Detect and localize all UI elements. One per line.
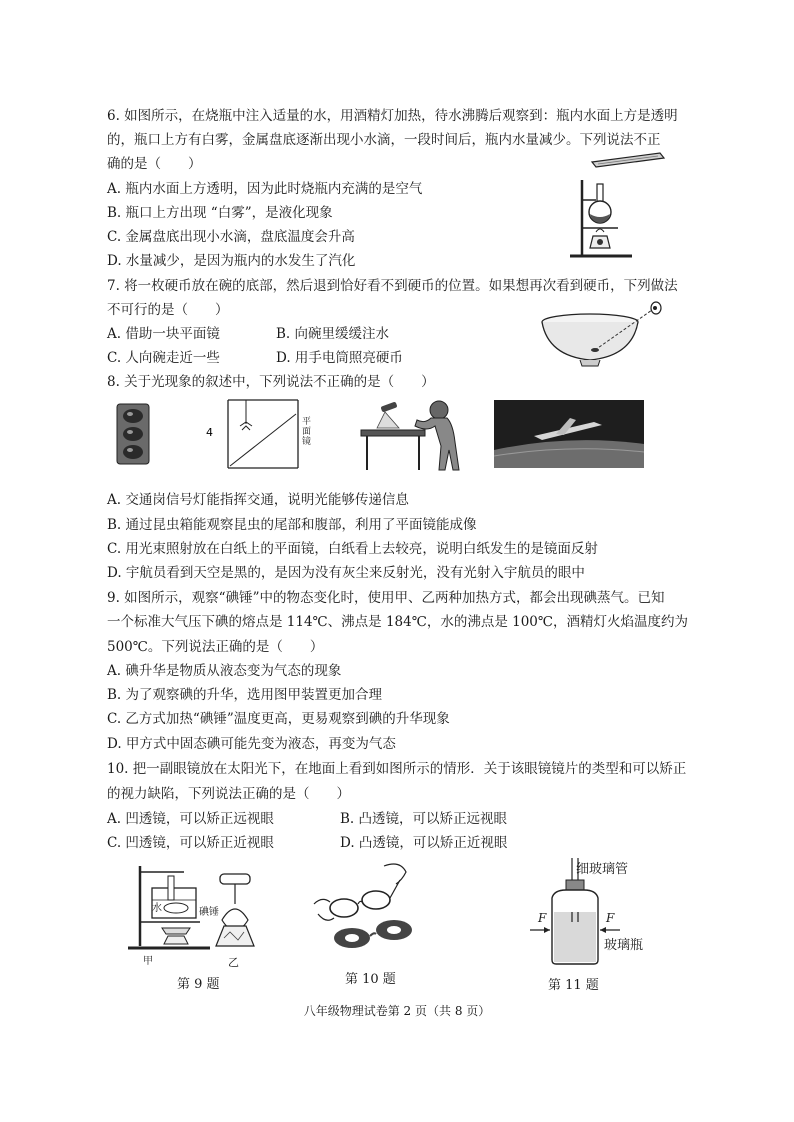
- q9-iodine-heating-figure: [120, 860, 270, 960]
- q7-option-b: B. 向碗里缓缓注水: [276, 326, 390, 342]
- q8-stem: 8. 关于光现象的叙述中，下列说法不正确的是（ ）: [107, 374, 435, 390]
- q7-option-c: C. 人向碗走近一些: [107, 350, 220, 366]
- q7-option-a: A. 借助一块平面镜: [107, 326, 220, 342]
- q8-option-b: B. 通过昆虫箱能观察昆虫的尾部和腹部，利用了平面镜能成像: [107, 517, 477, 533]
- q11-glass-bottle-label: 玻璃瓶: [604, 938, 644, 953]
- q9-stem-line-3: 500℃。下列说法正确的是（ ）: [107, 639, 324, 655]
- q9-stem-line-1: 9. 如图所示，观察“碘锤”中的物态变化时，使用甲、乙两种加热方式，都会出现碘蒸气。已知: [107, 590, 665, 606]
- q11-force-label-left: F: [538, 911, 547, 925]
- q6-stem-line-1: 6. 如图所示，在烧瓶中注入适量的水，用酒精灯加热，待水沸腾后观察到：瓶内水面上方是透明: [107, 108, 678, 124]
- q6-stem-line-3: 确的是（ ）: [107, 156, 202, 172]
- q6-option-a: A. 瓶内水面上方透明，因为此时烧瓶内充满的是空气: [107, 181, 423, 197]
- q6-option-b: B. 瓶口上方出现 “白雾”，是液化现象: [107, 205, 333, 221]
- q8-option-d: D. 宇航员看到天空是黑的，是因为没有灰尘来反射光，没有光射入宇航员的眼中: [107, 565, 585, 581]
- q11-force-label-right: F: [606, 911, 615, 925]
- q10-glasses-shadow-figure: [304, 858, 434, 958]
- q9-option-a: A. 碘升华是物质从液态变为气态的现象: [107, 663, 342, 679]
- q9-option-b: B. 为了观察碘的升华，选用图甲装置更加合理: [107, 687, 383, 703]
- q8-option-a: A. 交通岗信号灯能指挥交通，说明光能够传递信息: [107, 492, 409, 508]
- q7-stem-line-2: 不可行的是（ ）: [107, 302, 229, 318]
- q9-option-d: D. 甲方式中固态碘可能先变为液态，再变为气态: [107, 736, 396, 752]
- q10-stem-line-1: 10. 把一副眼镜放在太阳光下，在地面上看到如图所示的情形．关于该眼镜镜片的类型和可以矫正: [107, 761, 687, 777]
- q9-water-label: 水: [152, 903, 162, 914]
- q9-option-c: C. 乙方式加热“碘锤”温度更高，更易观察到碘的升华现象: [107, 711, 450, 727]
- q8-option-c: C. 用光束照射放在白纸上的平面镜，白纸看上去较亮，说明白纸发生的是镜面反射: [107, 541, 598, 557]
- q7-stem-line-1: 7. 将一枚硬币放在碗的底部，然后退到恰好看不到硬币的位置。如果想再次看到硬币，下列做法: [107, 278, 678, 294]
- q7-coin-bowl-figure: [540, 298, 670, 370]
- q6-option-c: C. 金属盘底出现小水滴，盘底温度会升高: [107, 229, 355, 245]
- q10-option-c: C. 凹透镜，可以矫正近视眼: [107, 835, 274, 851]
- q8-plane-mirror-label: 平面镜: [302, 416, 312, 446]
- q6-stem-line-2: 的，瓶口上方有白雾，金属盘底逐渐出现小水滴，一段时间后，瓶内水量减少。下列说法不正: [107, 132, 661, 148]
- q9-figure-caption: 第 9 题: [177, 977, 220, 992]
- q8-astronaut-space-photo: [494, 400, 644, 468]
- page-footer: 八年级物理试卷第 2 页（共 8 页）: [303, 1004, 491, 1018]
- q10-stem-line-2: 的视力缺陷，下列说法正确的是（ ）: [107, 786, 350, 802]
- q6-option-d: D. 水量减少，是因为瓶内的水发生了汽化: [107, 253, 356, 269]
- q10-option-a: A. 凹透镜，可以矫正远视眼: [107, 811, 274, 827]
- q10-option-d: D. 凸透镜，可以矫正近视眼: [340, 835, 508, 851]
- q6-flask-apparatus-figure: [560, 150, 670, 265]
- q9-jia-label: 甲: [143, 956, 153, 967]
- svg-text:4: 4: [206, 426, 213, 439]
- q9-yi-label: 乙: [228, 956, 239, 969]
- q10-option-b: B. 凸透镜，可以矫正远视眼: [340, 811, 508, 827]
- q9-iodine-hammer-label: 碘锤: [199, 907, 219, 918]
- q11-figure-caption: 第 11 题: [548, 978, 599, 993]
- q7-option-d: D. 用手电筒照亮硬币: [276, 350, 403, 366]
- q8-traffic-light-figure: [115, 402, 151, 466]
- q10-figure-caption: 第 10 题: [345, 972, 396, 987]
- q9-stem-line-2: 一个标准大气压下碘的熔点是 114℃、沸点是 184℃，水的沸点是 100℃，酒精灯火焰温度约为: [107, 614, 688, 630]
- q8-boy-with-flashlight-figure: [355, 394, 465, 474]
- q11-thin-glass-tube-label: 细玻璃管: [576, 862, 629, 877]
